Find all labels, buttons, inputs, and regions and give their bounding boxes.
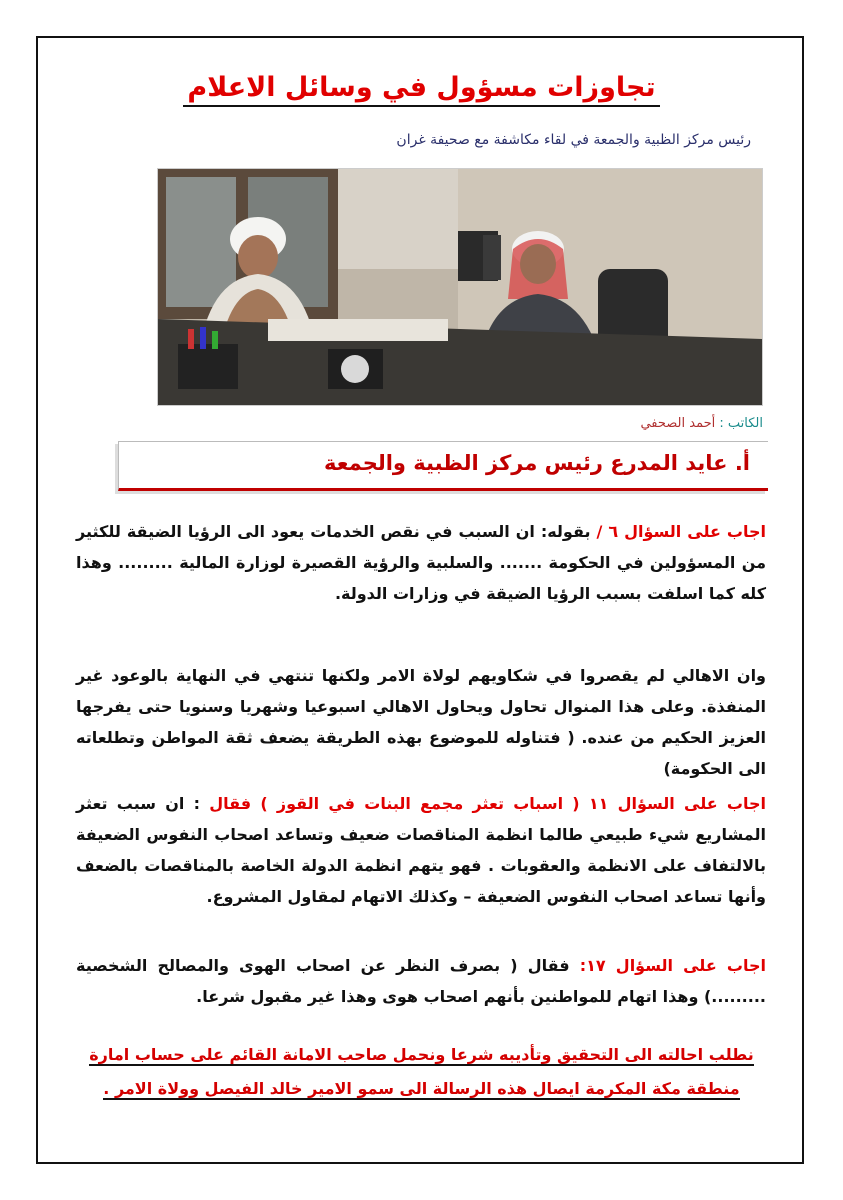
paragraph-4 bbox=[76, 950, 766, 1012]
paragraph-3 bbox=[76, 788, 766, 912]
footer-line-2: منطقة مكة المكرمة ايصال هذه الرسالة الى سمو الامير خالد الفيصل وولاة الامر . bbox=[103, 1079, 740, 1098]
interview-photo-icon bbox=[158, 169, 762, 405]
subtitle: رئيس مركز الظبية والجمعة في لقاء مكاشفة مع صحيفة غران bbox=[396, 132, 751, 148]
paragraph-1-text: بقوله: ان السبب في نقص الخدمات يعود الى الرؤيا الضيقة للكثير من المسؤولين في الحكومة ....... والسلبية والرؤية القصيرة لوزارة المالية ......... وهذا كله كما اسلفت بسبب الرؤيا الضيقة في وزارات الدولة. bbox=[76, 522, 766, 603]
paragraph-3-text: : ان سبب تعثر المشاريع شيء طبيعي طالما انظمة المناقصات ضعيف وتساعد اصحاب النفوس الضعيفة بالالتفاف على الانظمة والعقوبات . فهو يتهم انظمة الدولة الخاصة بالمناقصات بالضعف وأنها تساعد اصحاب النفوس الضعيفة – وكذلك الاتهام لمقاول المشروع. bbox=[76, 794, 766, 906]
paragraph-4-text: فقال ( بصرف النظر عن اصحاب الهوى والمصالح الشخصية .........) وهذا اتهام للمواطنين بأنهم اصحاب هوى وهذا غير مقبول شرعا. bbox=[76, 956, 766, 1006]
interview-photo bbox=[157, 168, 763, 406]
paragraph-1 bbox=[76, 516, 766, 609]
writer-label: الكاتب : bbox=[719, 416, 763, 431]
footer-request bbox=[0, 1038, 843, 1106]
name-box: أ. عايد المدرع رئيس مركز الظبية والجمعة bbox=[118, 441, 768, 491]
writer-line bbox=[640, 416, 763, 431]
question-6-label: اجاب على السؤال ٦ / bbox=[596, 522, 766, 541]
question-11-label: اجاب على السؤال ١١ ( اسباب تعثر مجمع البنات في القوز ) فقال bbox=[209, 794, 766, 813]
paragraph-2: وان الاهالي لم يقصروا في شكاويهم لولاة الامر ولكنها تنتهي في النهاية بالوعود غير المنفذة. وعلى هذا المنوال تحاول ويحاول الاهالي اسبوعيا وشهريا وسنويا حتى يفرجها العزيز الحكيم من عنده. ( فتناوله للموضوع بهذه الطريقة يضعف ثقة المواطن وتطلعاته الى الحكومة) bbox=[76, 666, 766, 778]
headline-text: تجاوزات مسؤول في وسائل الاعلام bbox=[183, 72, 659, 107]
headline bbox=[0, 72, 843, 107]
footer-line-1: نطلب احالته الى التحقيق وتأديبه شرعا ونحمل صاحب الامانة القائم على حساب امارة bbox=[89, 1045, 754, 1064]
question-17-label: اجاب على السؤال ١٧: bbox=[579, 956, 767, 975]
writer-name: أحمد الصحفي bbox=[640, 416, 716, 431]
